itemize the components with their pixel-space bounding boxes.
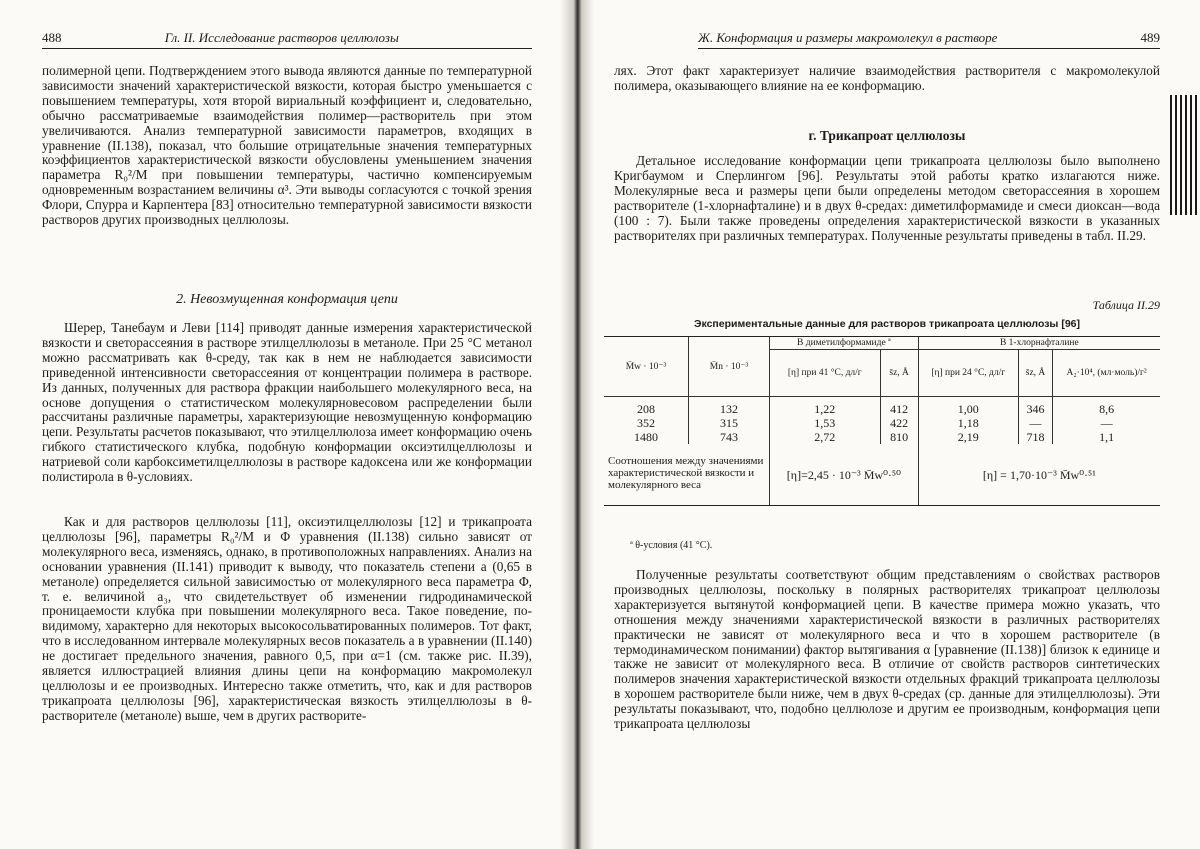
formula-dmf: [η]=2,45 · 10⁻³ M̄w⁰·⁵⁰ bbox=[770, 444, 919, 506]
cell-mw: 1480 bbox=[634, 430, 658, 444]
table-row bbox=[604, 416, 1160, 430]
left-paragraph-2: Шерер, Танебаум и Леви [114] приводят данные измерения характеристической вязкости и светорассеяния в растворе этилцеллюлозы в метаноле. При 25 °C метанол можно рассматривать как θ-среду, так как в нем не наблюдается зависимости приведенной интенсивности светорассеяния от концентрации полимера в растворе. Из данных, полученных для раствора фракции наибольшего молекулярного веса, на основе допущения о статистическом молекулярновесовом распределении были рассчитаны различные параметры, характеризующие невозмущенную конформацию цепи. Результаты расчетов показывают, что этилцеллюлоза имеет конформацию очень гибкого статистического клубка, подобную конформации оксиэтилцеллюлозы и натриевой соли карбоксиметилцеллюлозы в растворе кадоксена или же конформации полистирола в θ-условиях. bbox=[42, 320, 532, 485]
table-row bbox=[604, 430, 1160, 444]
col-header-a2-cn: A₂·10⁴, (мл·моль)/г² bbox=[1053, 350, 1160, 397]
cell-sz-dmf: 422 bbox=[880, 416, 918, 430]
cell-sz-cn: 346 bbox=[1018, 397, 1052, 417]
right-running-title: Ж. Конформация и размеры макромолекул в растворе bbox=[698, 30, 998, 45]
cell-eta-cn: 1,18 bbox=[918, 416, 1018, 430]
col-header-eta-dmf: [η] при 41 °C, дл/г bbox=[770, 350, 881, 397]
left-page bbox=[0, 0, 578, 849]
col-header-sz-cn: s̄z, Å bbox=[1018, 350, 1052, 397]
table-row bbox=[604, 397, 1160, 417]
formula-chloronaphthalene: [η] = 1,70·10⁻³ M̄w⁰·⁵¹ bbox=[918, 444, 1160, 506]
right-paragraph-3: Полученные результаты соответствуют общим представлениям о свойствах растворов производных целлюлозы, поскольку в полярных растворителях трикапроат целлюлозы характеризуется вытянутой конформацией цепи. В качестве примера можно указать, что отношения между значениями характеристической вязкости в различных растворителях практически не зависят от молекулярного веса и что в хорошем растворителе (в термодинамическом понимании) фактор вытягивания α [уравнение (II.138)] близок к единице и также не зависит от молекулярного веса. В отличие от свойств растворов синтетических полимеров значения характеристической вязкости отдельных фракций трикапроата целлюлозы в хорошем растворителе были ниже, чем в двух θ-средах (ср. данные для этилцеллюлозы). Эти результаты показывают, что, подобно целлюлозе и другим ее производным, конформация цепи трикапроата целлюлозы bbox=[614, 567, 1160, 732]
cell-mn: 743 bbox=[689, 430, 770, 444]
right-paragraph-2: Детальное исследование конформации цепи трикапроата целлюлозы было выполнено Кригбаумом и Сперлингом [96]. Результаты этой работы кратко излагаются ниже. Молекулярные веса и размеры цепи были определены методом светорассеяния в хорошем растворителе (1-хлорнафталине) и в двух θ-средах: диметилформамиде и смеси диоксан—вода (100 : 7). Были также проведены определения характеристической вязкости в указанных растворителях при различных температурах. Полученные результаты приведены в табл. II.29. bbox=[614, 153, 1160, 243]
right-page-number: 489 bbox=[1140, 30, 1160, 45]
left-paragraph-1: полимерной цепи. Подтверждением этого вывода являются данные по температурной зависимости значений характеристической вязкости, которая быстро уменьшается с повышением температуры, хотя второй вириальный коэффициент и, следовательно, обычно рассматриваемые взаимодействия полимер—растворитель при этом увеличиваются. Анализ температурной зависимости параметров, входящих в уравнение (II.138), показал, что большие отрицательные значения температурных коэффициентов характеристической вязкости обусловлены уменьшением значения параметра R₀²/M при повышении температуры, частично компенсируемым одновременным возрастанием величины α³. Эти выводы согласуются с точкой зрения Флори, Спурра и Карпентера [83] относительно температурной зависимости вязкости растворов других производных целлюлозы. bbox=[42, 63, 532, 228]
cell-a2: 8,6 bbox=[1053, 397, 1160, 417]
col-group-chloronaphthalene: В 1-хлорнафталине bbox=[918, 337, 1160, 350]
cell-a2: — bbox=[1053, 416, 1160, 430]
table-caption: Экспериментальные данные для растворов трикапроата целлюлозы [96] bbox=[694, 318, 1080, 330]
cell-mn: 132 bbox=[689, 397, 770, 417]
cell-mw: 208 bbox=[637, 402, 655, 416]
section-heading: 2. Невозмущенная конформация цепи bbox=[176, 292, 398, 307]
col-group-dmf: В диметилформамиде ª bbox=[770, 337, 919, 350]
cell-eta-dmf: 1,53 bbox=[770, 416, 881, 430]
subsection-heading: г. Трикапроат целлюлозы bbox=[808, 128, 966, 143]
ratio-label: Соотношения между значениями характеристической вязкости и молекулярного веса bbox=[604, 444, 770, 506]
cell-sz-cn: 718 bbox=[1018, 430, 1052, 444]
table-footnote: ª θ-условия (41 °C). bbox=[630, 540, 713, 551]
cell-a2: 1,1 bbox=[1053, 430, 1160, 444]
cell-sz-cn: — bbox=[1018, 416, 1052, 430]
col-header-eta-cn: [η] при 24 °C, дл/г bbox=[918, 350, 1018, 397]
col-header-mw: M̄w · 10⁻³ bbox=[604, 337, 689, 397]
cell-sz-dmf: 412 bbox=[880, 397, 918, 417]
book-gutter bbox=[560, 0, 594, 849]
right-header-rule bbox=[698, 48, 1160, 49]
table-row-ratio bbox=[604, 444, 1160, 506]
cell-eta-dmf: 2,72 bbox=[770, 430, 881, 444]
col-header-sz-dmf: s̄z, Å bbox=[880, 350, 918, 397]
table-label: Таблица II.29 bbox=[1092, 298, 1160, 312]
page-edge-marks bbox=[1170, 95, 1200, 215]
right-running-head bbox=[698, 30, 1160, 46]
col-header-mn: M̄n · 10⁻³ bbox=[689, 337, 770, 397]
left-page-number: 488 bbox=[42, 30, 62, 45]
cell-eta-cn: 2,19 bbox=[918, 430, 1018, 444]
left-header-rule bbox=[42, 48, 532, 49]
cell-eta-cn: 1,00 bbox=[918, 397, 1018, 417]
cell-mw: 352 bbox=[637, 416, 655, 430]
cell-mn: 315 bbox=[689, 416, 770, 430]
right-paragraph-1: лях. Этот факт характеризует наличие взаимодействия растворителя с макромолекулой полимера, оказывающего влияние на ее конформацию. bbox=[614, 63, 1160, 93]
data-table bbox=[604, 336, 1160, 506]
left-running-head bbox=[42, 30, 532, 46]
cell-eta-dmf: 1,22 bbox=[770, 397, 881, 417]
right-page bbox=[578, 0, 1200, 849]
left-running-title: Гл. II. Исследование растворов целлюлозы bbox=[164, 30, 399, 45]
left-paragraph-3: Как и для растворов целлюлозы [11], оксиэтилцеллюлозы [12] и трикапроата целлюлозы [96], параметры R₀²/M и Φ уравнения (II.138) сильно зависят от молекулярного веса, изменяясь, однако, в противоположных направлениях. Анализ на основании уравнения (II.141) приводит к выводу, что показатель степени a (0,65 в метаноле) определяется сильной зависимостью от молекулярного веса параметра Φ, т. е. величиной a₃, что свидетельствует об изменении гидродинамической проницаемости клубка при повышении молекулярного веса. Такое поведение, по-видимому, характерно для некоторых высокосольватированных полимеров. Тот факт, что в исследованном интервале молекулярных весов показатель a в уравнении (II.140) не достигает предельного значения, равного 0,5, при α=1 (см. также рис. II.39), является иллюстрацией влияния длины цепи на конформацию макромолекул целлюлозы и ее производных. Интересно также отметить, что, как и для растворов трикапроата целлюлозы [96], характеристическая вязкость этилцеллюлозы в θ-растворителе (метаноле) выше, чем в других растворите- bbox=[42, 514, 532, 723]
cell-sz-dmf: 810 bbox=[880, 430, 918, 444]
